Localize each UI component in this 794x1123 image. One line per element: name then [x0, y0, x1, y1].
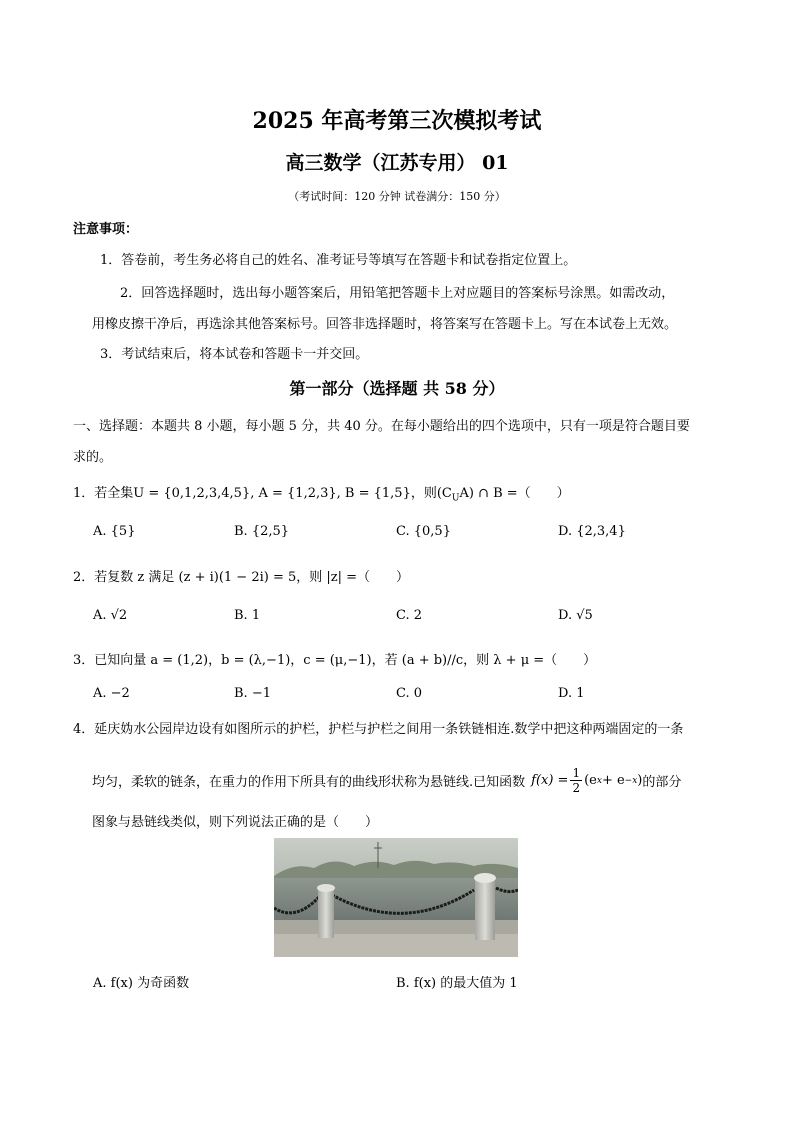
q2-option-a: A. √2: [93, 608, 128, 623]
exam-title: 2025 年高考第三次模拟考试: [252, 108, 542, 134]
note-item-2-cont: 用橡皮擦干净后，再选涂其他答案标号。回答非选择题时，将答案写在答题卡上。写在本试卷上无效。: [92, 317, 678, 332]
question-3-stem: 3．已知向量 a = (1,2)，b = (λ,−1)，c = (μ,−1)，若 (a + b)//c，则 λ + μ =（ ）: [73, 653, 597, 668]
question-4-line-3: 图象与悬链线类似，则下列说法正确的是（ ）: [92, 815, 379, 830]
question-4-line-1: 4．延庆妫水公园岸边设有如图所示的护栏，护栏与护栏之间用一条铁链相连.数学中把这种两端固定的一条: [73, 722, 684, 737]
note-item-3: 3．考试结束后，将本试卷和答题卡一并交回。: [100, 347, 369, 362]
part1-heading: 第一部分（选择题 共 58 分）: [289, 379, 505, 398]
catenary-function: f(x) =: [531, 773, 569, 788]
q1-option-c: C. {0,5}: [396, 524, 451, 539]
question-2-stem: 2．若复数 z 满足 (z + i)(1 − 2i) = 5，则 |z| =（ ）: [73, 570, 410, 585]
exam-info: （考试时间：120 分钟 试卷满分：150 分）: [288, 190, 506, 203]
railing-chain-photo: [274, 838, 518, 957]
part1-instructions-cont: 求的。: [73, 450, 113, 465]
q3-option-d: D. 1: [558, 686, 585, 701]
fraction-one-half: $\frac{1}{2}$: [572, 766, 581, 795]
question-4-line-2: 均匀，柔软的链条，在重力的作用下所具有的曲线形状称为悬链线.已知函数 f(x) = $\frac{1}{2}$ (e x + e −x ) 的部分: [92, 766, 682, 795]
q4-option-b: B. f(x) 的最大值为 1: [396, 976, 518, 991]
q2-option-c: C. 2: [396, 608, 423, 623]
q3-option-a: A. −2: [93, 686, 130, 701]
q3-option-b: B. −1: [234, 686, 271, 701]
q2-option-b: B. 1: [234, 608, 261, 623]
note-item-1: 1．答卷前，考生务必将自己的姓名、准考证号等填写在答题卡和试卷指定位置上。: [100, 253, 577, 268]
part1-instructions: 一、选择题：本题共 8 小题，每小题 5 分，共 40 分。在每小题给出的四个选项中，只有一项是符合题目要: [73, 419, 690, 434]
q4-option-a: A. f(x) 为奇函数: [93, 976, 190, 991]
q1-option-a: A. {5}: [93, 524, 136, 539]
q3-option-c: C. 0: [396, 686, 423, 701]
question-1-stem: 1．若全集U = {0,1,2,3,4,5}, A = {1,2,3}, B = {1,5}，则$(C_UA)$ ∩ B =（ ）: [73, 486, 570, 504]
q2-option-d: D. √5: [558, 608, 593, 623]
exam-subtitle: 高三数学（江苏专用） 01: [285, 152, 509, 174]
note-item-2: 2．回答选择题时，选出每小题答案后，用铅笔把答题卡上对应题目的答案标号涂黑。如需改动，: [120, 286, 675, 301]
q1-option-d: D. {2,3,4}: [558, 524, 626, 539]
q1-option-b: B. {2,5}: [234, 524, 290, 539]
notes-heading: 注意事项：: [73, 222, 139, 237]
